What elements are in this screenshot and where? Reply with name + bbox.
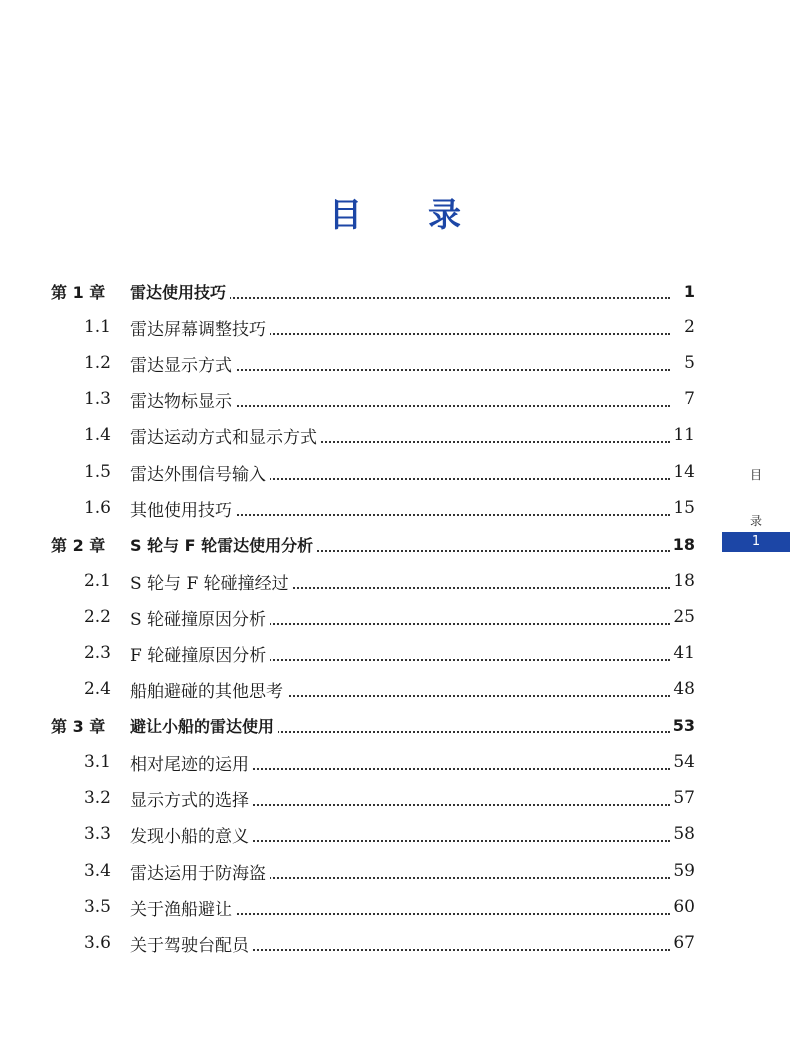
- toc-entry-title: 船舶避碰的其他思考: [130, 677, 287, 702]
- toc-entry-page: 5: [684, 353, 695, 373]
- toc-section-row: [0, 312, 700, 342]
- toc-entry-number: 1.5: [83, 462, 111, 482]
- toc-entry-page: 15: [673, 498, 695, 518]
- title-char-2: 录: [428, 195, 461, 234]
- toc-section-row: [0, 892, 700, 922]
- toc-entry-number: 3.6: [83, 933, 111, 953]
- toc-entry-title: 关于渔船避让: [130, 895, 236, 920]
- toc-entry-page: 53: [672, 715, 695, 735]
- toc-entry-title: 雷达物标显示: [130, 387, 236, 412]
- toc-entry-page: 7: [684, 389, 695, 409]
- toc-entry-title: F 轮碰撞原因分析: [130, 641, 270, 666]
- toc-entry-number: 3.5: [83, 897, 111, 917]
- toc-entry-title: 雷达屏幕调整技巧: [130, 315, 270, 340]
- title-char-1: 目: [329, 195, 362, 234]
- toc-entry-page: 1: [683, 281, 695, 301]
- toc-entry-page: 2: [684, 317, 695, 337]
- toc-entry-title: 雷达运动方式和显示方式: [130, 423, 321, 448]
- toc-section-row: [0, 638, 700, 668]
- page-title: [0, 189, 790, 236]
- toc-section-row: [0, 747, 700, 777]
- toc-entry-page: 18: [673, 571, 695, 591]
- toc-entry-title: S 轮与 F 轮雷达使用分析: [130, 533, 317, 556]
- toc-entry-number: 2.3: [83, 643, 111, 663]
- toc-entry-number: 1.3: [83, 389, 111, 409]
- toc-entry-number: 第 2 章: [51, 535, 106, 555]
- toc-entry-page: 60: [673, 897, 695, 917]
- toc-section-row: [0, 384, 700, 414]
- toc-section-row: [0, 566, 700, 596]
- toc-entry-page: 25: [673, 607, 695, 627]
- toc-entry-number: 2.1: [83, 571, 111, 591]
- toc-entry-number: 1.4: [83, 425, 111, 445]
- toc-chapter-row: [0, 529, 700, 559]
- toc-entry-title: 相对尾迹的运用: [130, 750, 253, 775]
- toc-section-row: [0, 457, 700, 487]
- toc-entry-number: 第 3 章: [51, 716, 106, 736]
- side-tab-char-1: 目: [749, 468, 762, 482]
- toc-entry-title: 雷达显示方式: [130, 351, 236, 376]
- toc-section-row: [0, 674, 700, 704]
- toc-entry-number: 3.3: [83, 824, 111, 844]
- toc-entry-title: S 轮碰撞原因分析: [130, 605, 270, 630]
- toc-entry-page: 11: [673, 425, 695, 445]
- toc-entry-number: 3.4: [83, 861, 111, 881]
- toc-entry-title: 关于驾驶台配员: [130, 931, 253, 956]
- toc-chapter-row: [0, 710, 700, 740]
- toc-entry-number: 1.1: [83, 317, 111, 337]
- toc-entry-page: 41: [673, 643, 695, 663]
- toc-entry-number: 2.2: [83, 607, 111, 627]
- toc-section-row: [0, 602, 700, 632]
- toc-entry-title: 发现小船的意义: [130, 822, 253, 847]
- toc-entry-page: 18: [672, 534, 695, 554]
- toc-entry-title: 避让小船的雷达使用: [130, 714, 278, 737]
- toc-entry-number: 2.4: [83, 679, 111, 699]
- toc-entry-title: 雷达使用技巧: [130, 280, 230, 303]
- toc-entry-number: 3.1: [83, 752, 111, 772]
- toc-entry-number: 1.6: [83, 498, 111, 518]
- toc-section-row: [0, 420, 700, 450]
- toc-section-row: [0, 348, 700, 378]
- toc-entry-number: 3.2: [83, 788, 111, 808]
- toc-entry-title: 其他使用技巧: [130, 496, 236, 521]
- toc-section-row: [0, 783, 700, 813]
- toc-entry-number: 第 1 章: [51, 282, 106, 302]
- toc-section-row: [0, 819, 700, 849]
- toc-chapter-row: [0, 276, 700, 306]
- toc-entry-page: 57: [673, 788, 695, 808]
- toc-section-row: [0, 493, 700, 523]
- side-tab-page: 1: [722, 532, 790, 552]
- toc-entry-page: 14: [673, 462, 695, 482]
- side-tab-char-2: 录: [749, 514, 762, 528]
- toc-entry-page: 59: [673, 861, 695, 881]
- toc-entry-title: S 轮与 F 轮碰撞经过: [130, 569, 293, 594]
- toc-entry-page: 48: [673, 679, 695, 699]
- toc-entry-title: 雷达外围信号输入: [130, 460, 270, 485]
- toc-entry-title: 显示方式的选择: [130, 786, 253, 811]
- toc-entry-number: 1.2: [83, 353, 111, 373]
- toc-section-row: [0, 928, 700, 958]
- toc-entry-page: 58: [673, 824, 695, 844]
- toc-entry-page: 67: [673, 933, 695, 953]
- toc-section-row: [0, 856, 700, 886]
- toc-entry-page: 54: [673, 752, 695, 772]
- toc-entry-title: 雷达运用于防海盗: [130, 859, 270, 884]
